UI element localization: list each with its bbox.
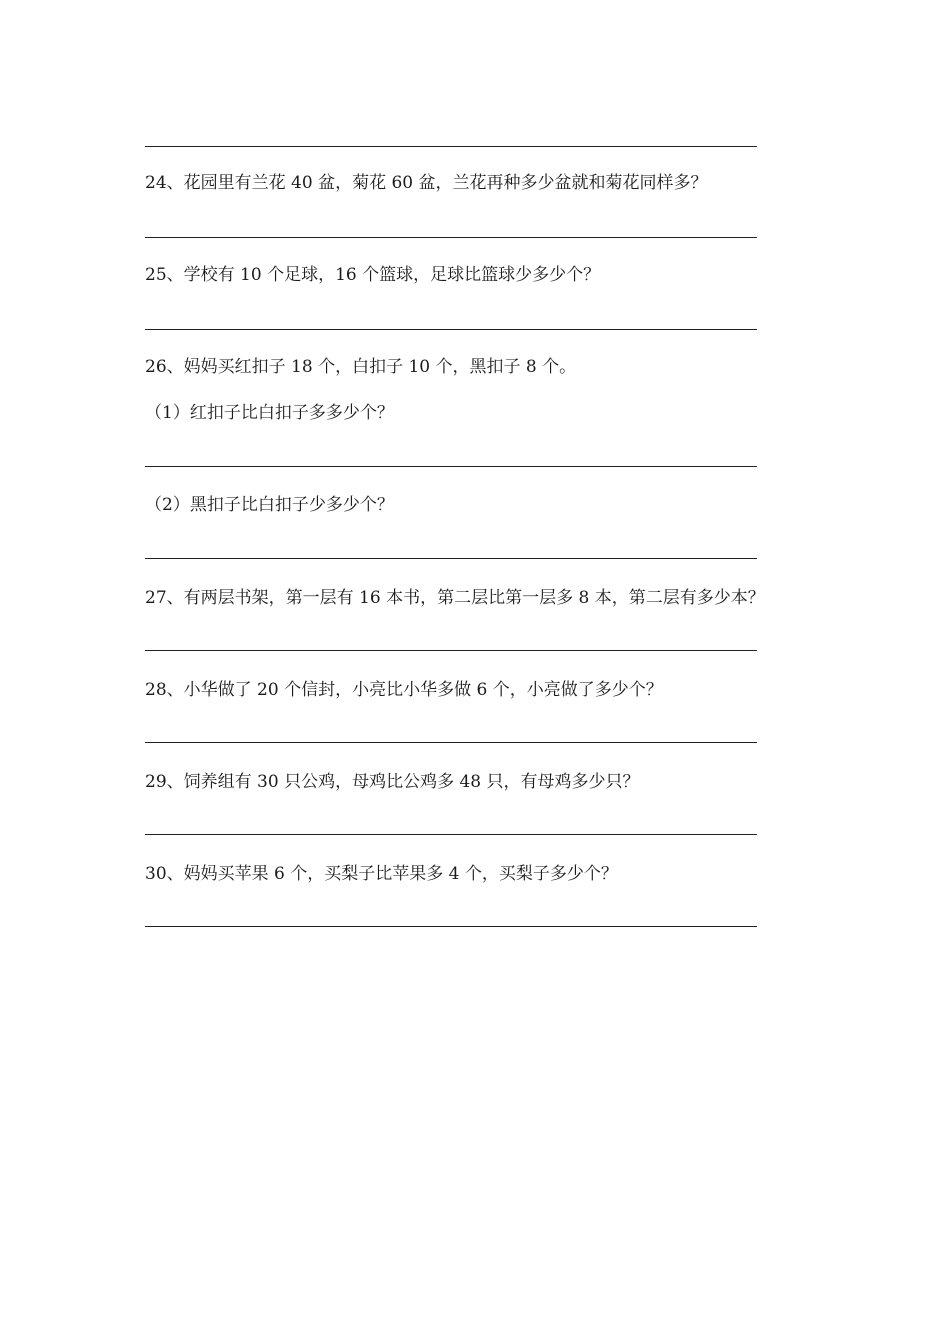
answer-line-26-2 bbox=[145, 558, 757, 559]
question-27: 27、有两层书架，第一层有 16 本书，第二层比第一层多 8 本，第二层有多少本？ bbox=[145, 588, 765, 608]
answer-line-24 bbox=[145, 237, 757, 238]
answer-line-25 bbox=[145, 329, 757, 330]
question-30: 30、妈妈买苹果 6 个，买梨子比苹果多 4 个，买梨子多少个？ bbox=[145, 864, 618, 884]
answer-line-23 bbox=[145, 146, 757, 147]
answer-line-30 bbox=[145, 926, 757, 927]
question-28: 28、小华做了 20 个信封，小亮比小华多做 6 个，小亮做了多少个？ bbox=[145, 680, 663, 700]
question-26: 26、妈妈买红扣子 18 个，白扣子 10 个，黑扣子 8 个。 bbox=[145, 357, 577, 377]
question-24: 24、花园里有兰花 40 盆，菊花 60 盆，兰花再种多少盆就和菊花同样多？ bbox=[145, 173, 708, 193]
answer-line-29 bbox=[145, 834, 757, 835]
question-26-part-2: （2）黑扣子比白扣子少多少个？ bbox=[145, 495, 394, 515]
question-29: 29、饲养组有 30 只公鸡，母鸡比公鸡多 48 只，有母鸡多少只？ bbox=[145, 772, 640, 792]
answer-line-28 bbox=[145, 742, 757, 743]
question-26-part-1: （1）红扣子比白扣子多多少个？ bbox=[145, 403, 394, 423]
question-25: 25、学校有 10 个足球，16 个篮球，足球比篮球少多少个？ bbox=[145, 265, 601, 285]
answer-line-26-1 bbox=[145, 466, 757, 467]
answer-line-27 bbox=[145, 650, 757, 651]
